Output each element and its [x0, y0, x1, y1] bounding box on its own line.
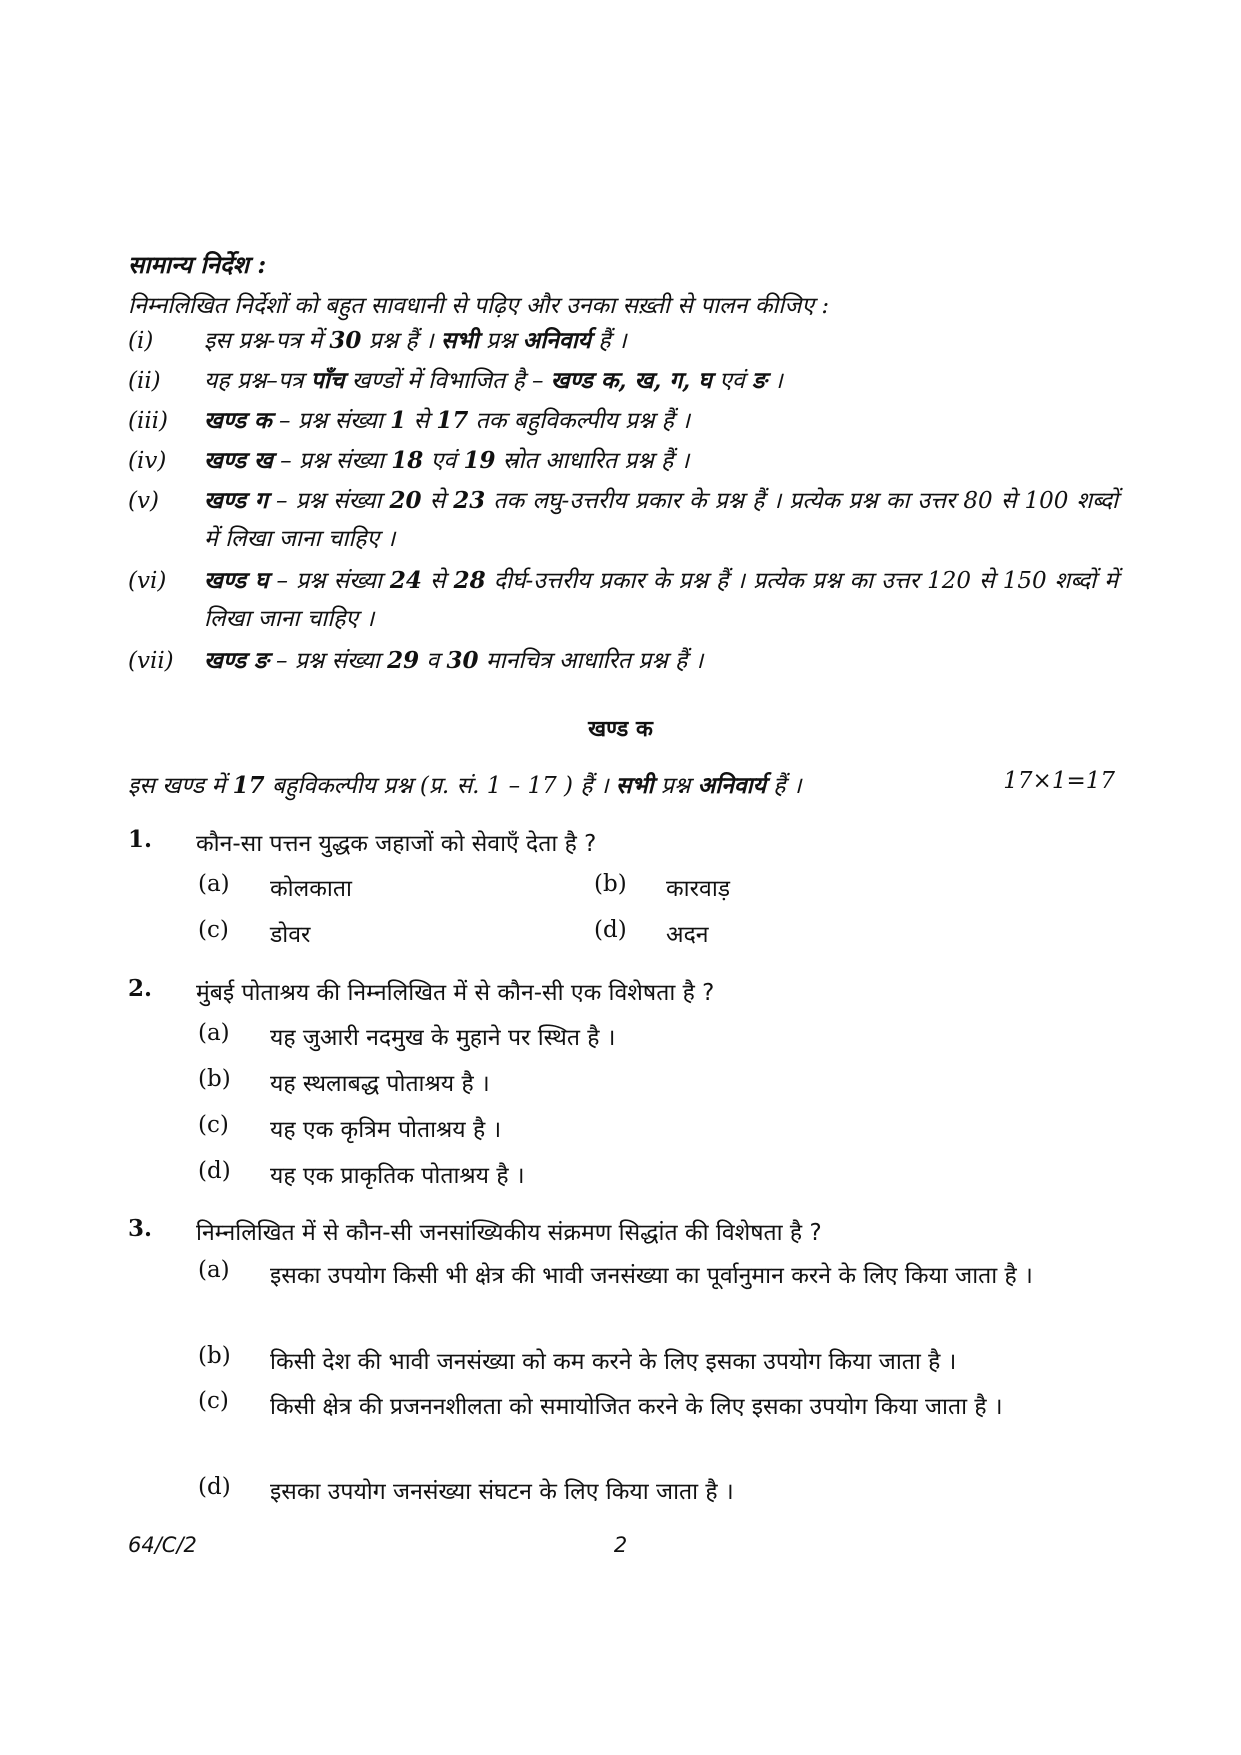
instruction-item — [128, 642, 1118, 680]
option-text: किसी देश की भावी जनसंख्या को कम करने के लिए इसका उपयोग किया जाता है । — [270, 1349, 957, 1375]
option-text: इसका उपयोग किसी भी क्षेत्र की भावी जनसंख्या का पूर्वानुमान करने के लिए किया जाता है । — [270, 1263, 1033, 1289]
option-label: (b) — [198, 1066, 231, 1092]
section-marks: 17×1=17 — [1003, 768, 1115, 794]
instruction-bold: खण्ड क, ख, ग, घ — [550, 367, 712, 394]
section-heading: खण्ड क — [588, 717, 653, 742]
instruction-text: से — [421, 568, 454, 594]
instruction-number: (v) — [128, 488, 159, 514]
question-number: 2. — [128, 975, 153, 1002]
section-intro-text: प्रश्न — [653, 773, 698, 799]
option-label: (d) — [198, 1158, 231, 1184]
instruction-text: इस प्रश्न-पत्र में — [204, 328, 330, 354]
instruction-item — [128, 322, 1118, 360]
instruction-text: दीर्घ-उत्तरीय प्रकार के प्रश्न हैं । प्रत्येक प्रश्न का उत्तर 120 से 150 शब्दों में लिखा जाना चाहिए । — [204, 568, 1118, 632]
option-text: कारवाड़ — [666, 876, 731, 902]
instruction-item — [128, 402, 1118, 440]
question-text: निम्नलिखित में से कौन-सी जनसांख्यिकीय संक्रमण सिद्धांत की विशेषता है ? — [196, 1220, 822, 1246]
instruction-text: – प्रश्न संख्या — [268, 648, 388, 674]
instruction-text: मानचित्र आधारित प्रश्न हैं । — [478, 648, 704, 674]
question-text: कौन-सा पत्तन युद्धक जहाजों को सेवाएँ देता है ? — [196, 831, 597, 857]
option-text: इसका उपयोग जनसंख्या संघटन के लिए किया जाता है । — [270, 1479, 734, 1505]
instruction-bold: ङ — [752, 367, 767, 394]
instruction-text: प्रश्न — [478, 328, 523, 354]
instruction-number: (ii) — [128, 368, 161, 394]
option-text: कोलकाता — [270, 876, 352, 902]
option-label: (d) — [198, 1474, 231, 1500]
option-text: यह जुआरी नदमुख के मुहाने पर स्थित है । — [270, 1025, 616, 1051]
section-intro — [128, 768, 802, 800]
instruction-bold: 23 — [453, 487, 486, 514]
section-intro-bold: अनिवार्य — [697, 772, 766, 799]
option-text: अदन — [666, 922, 709, 948]
instruction-bold: 1 — [390, 407, 407, 434]
section-intro-text: हैं । — [765, 773, 802, 799]
instruction-text: – प्रश्न संख्या — [271, 408, 391, 434]
instruction-text: व — [419, 648, 447, 674]
instruction-text: तक बहुविकल्पीय प्रश्न हैं । — [468, 408, 690, 434]
instruction-text: एवं — [711, 368, 753, 394]
general-instructions-title: सामान्य निर्देश : — [128, 250, 267, 279]
option-text: यह स्थलाबद्ध पोताश्रय है । — [270, 1071, 490, 1097]
option-label: (a) — [198, 1257, 230, 1283]
section-intro-bold: 17 — [232, 772, 265, 799]
instruction-bold: 24 — [389, 567, 422, 594]
instruction-bold: खण्ड ङ — [204, 647, 269, 674]
instruction-text: खण्डों में विभाजित है – — [344, 368, 551, 394]
option-text: डोवर — [270, 922, 311, 948]
option-text: यह एक कृत्रिम पोताश्रय है । — [270, 1117, 502, 1143]
instruction-bold: खण्ड ग — [204, 487, 268, 514]
general-instructions-intro: निम्नलिखित निर्देशों को बहुत सावधानी से पढ़िए और उनका सख़्ती से पालन कीजिए : — [128, 293, 830, 319]
instruction-text: – प्रश्न संख्या — [267, 488, 390, 514]
instruction-bold: 19 — [463, 447, 496, 474]
instruction-text: यह प्रश्न–पत्र — [204, 368, 311, 394]
instruction-text: हैं । — [591, 328, 627, 354]
instruction-bold: 29 — [387, 647, 420, 674]
option-label: (c) — [198, 1112, 229, 1138]
option-label: (c) — [198, 917, 229, 943]
instruction-number: (i) — [128, 328, 154, 354]
instruction-bold: 30 — [329, 327, 362, 354]
instruction-text: से — [421, 488, 454, 514]
instruction-bold: 20 — [389, 487, 422, 514]
section-intro-bold: सभी — [615, 772, 654, 799]
paper-code: 64/C/2 — [128, 1533, 197, 1557]
instruction-bold: खण्ड ख — [204, 447, 273, 474]
option-label: (d) — [594, 917, 627, 943]
instruction-item — [128, 482, 1118, 558]
instruction-bold: खण्ड घ — [204, 567, 269, 594]
instruction-text: स्रोत आधारित प्रश्न हैं । — [495, 448, 690, 474]
instruction-number: (iii) — [128, 408, 169, 434]
instruction-bold: अनिवार्य — [522, 327, 592, 354]
option-label: (b) — [594, 871, 627, 897]
instruction-item — [128, 362, 1118, 400]
instruction-number: (vii) — [128, 648, 174, 674]
instruction-text: एवं — [423, 448, 464, 474]
instruction-text: प्रश्न हैं । — [361, 328, 441, 354]
instruction-text: – प्रश्न संख्या — [272, 448, 392, 474]
instruction-bold: सभी — [440, 327, 479, 354]
question-text: मुंबई पोताश्रय की निम्नलिखित में से कौन-सी एक विशेषता है ? — [196, 980, 715, 1006]
question-number: 3. — [128, 1215, 153, 1242]
option-text: यह एक प्राकृतिक पोताश्रय है । — [270, 1163, 525, 1189]
option-label: (a) — [198, 1020, 230, 1046]
instruction-item — [128, 562, 1118, 638]
option-label: (a) — [198, 871, 230, 897]
instruction-number: (vi) — [128, 568, 167, 594]
instruction-bold: पाँच — [310, 367, 345, 394]
section-intro-text: इस खण्ड में — [128, 773, 233, 799]
instruction-bold: 30 — [446, 647, 479, 674]
instruction-bold: खण्ड क — [204, 407, 272, 434]
instruction-bold: 28 — [453, 567, 486, 594]
option-text: किसी क्षेत्र की प्रजननशीलता को समायोजित करने के लिए इसका उपयोग किया जाता है । — [270, 1394, 1003, 1420]
option-label: (b) — [198, 1343, 231, 1369]
instruction-bold: 17 — [436, 407, 469, 434]
question-number: 1. — [128, 826, 153, 853]
instruction-number: (iv) — [128, 448, 167, 474]
instruction-text: से — [406, 408, 437, 434]
page-number: 2 — [613, 1533, 628, 1557]
instruction-text: – प्रश्न संख्या — [268, 568, 390, 594]
instruction-bold: 18 — [391, 447, 424, 474]
instruction-text: । — [766, 368, 783, 394]
section-intro-text: बहुविकल्पीय प्रश्न (प्र. सं. 1 – 17 ) हैं । — [264, 773, 616, 799]
instruction-item — [128, 442, 1118, 480]
instruction-text: तक लघु-उत्तरीय प्रकार के प्रश्न हैं । प्रत्येक प्रश्न का उत्तर 80 से 100 शब्दों में लिखा जाना चाहिए । — [204, 488, 1118, 552]
option-label: (c) — [198, 1388, 229, 1414]
